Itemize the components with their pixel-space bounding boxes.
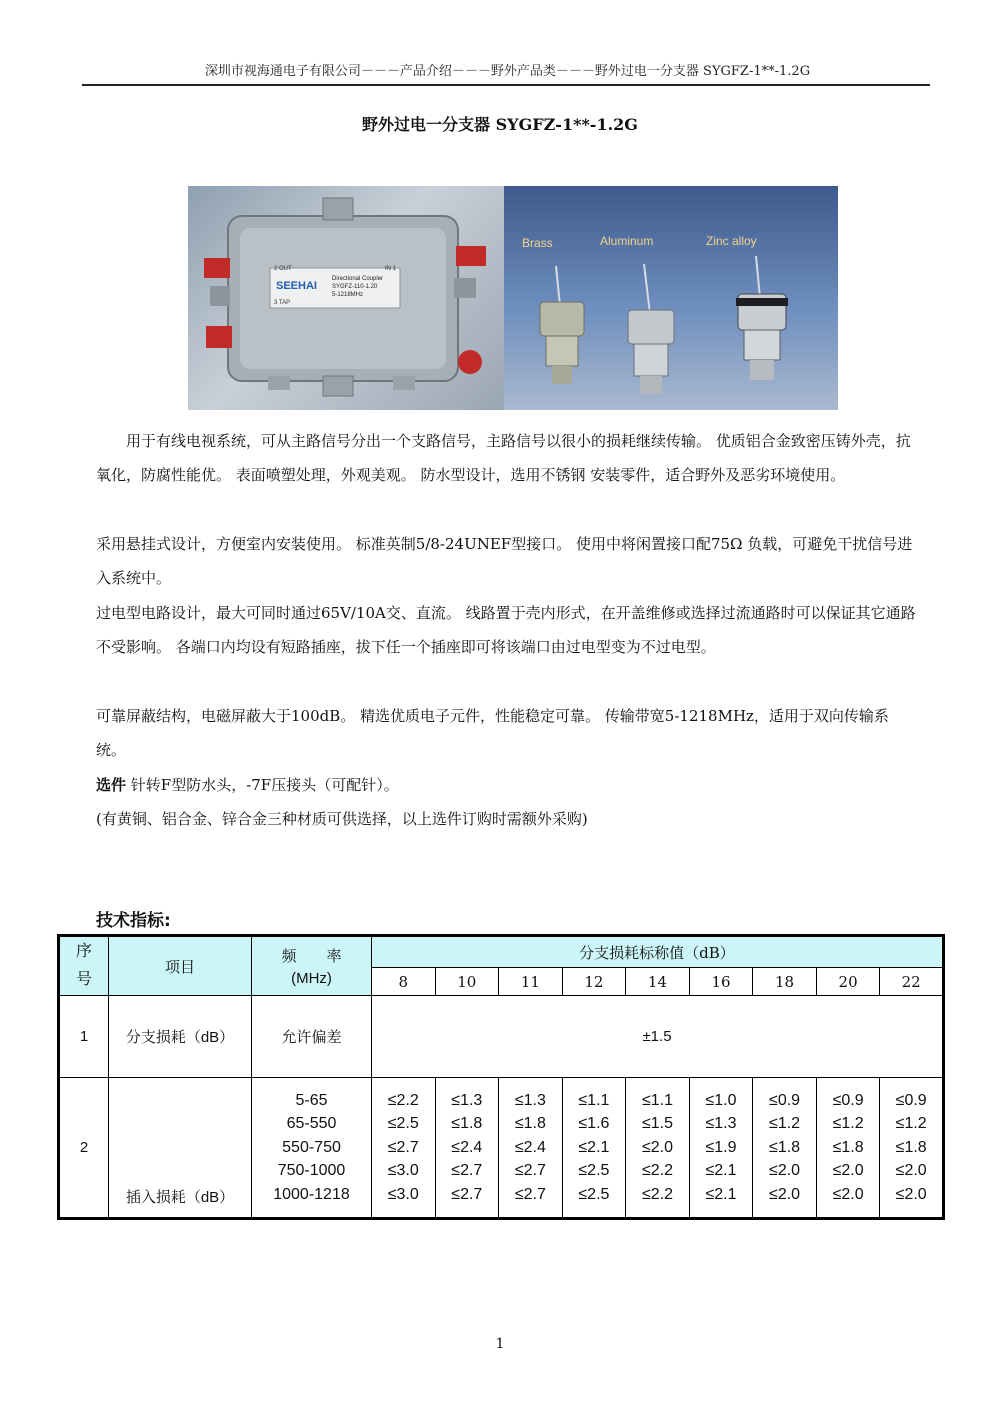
insertion-loss-col-16: ≤1.0 ≤1.3 ≤1.9 ≤2.1 ≤2.1 xyxy=(689,1078,753,1219)
header-value-20: 20 xyxy=(816,968,880,996)
insertion-loss-col-8: ≤2.2 ≤2.5 ≤2.7 ≤3.0 ≤3.0 xyxy=(372,1078,436,1219)
header-value-14: 14 xyxy=(626,968,690,996)
insertion-loss-col-14: ≤1.1 ≤1.5 ≤2.0 ≤2.2 ≤2.2 xyxy=(626,1078,690,1219)
connector-photo xyxy=(504,186,838,410)
header-value-16: 16 xyxy=(689,968,753,996)
header-value-18: 18 xyxy=(753,968,817,996)
insertion-loss-col-12: ≤1.1 ≤1.6 ≤2.1 ≤2.5 ≤2.5 xyxy=(562,1078,626,1219)
insertion-loss-col-20: ≤0.9 ≤1.2 ≤1.8 ≤2.0 ≤2.0 xyxy=(816,1078,880,1219)
device-port-tap: 3 TAP xyxy=(274,300,291,306)
spec-section-title: 技术指标: xyxy=(96,911,171,931)
options-text: 针转F型防水头，-7F压接头（可配针）。 xyxy=(126,776,399,794)
device-port-out: 2 OUT xyxy=(274,266,292,272)
device-brand: SEEHAI xyxy=(276,280,317,292)
header-item: 项目 xyxy=(109,936,252,996)
row1-item: 分支损耗（dB） xyxy=(109,996,252,1078)
header-value-11: 11 xyxy=(499,968,563,996)
description-paragraph-2: 采用悬挂式设计，方便室内安装使用。 标准英制5/8-24UNEF型接口。 使用中将闲置接口配75Ω 负载，可避免干扰信号进入系统中。 xyxy=(96,535,913,587)
row2-no: 2 xyxy=(59,1078,109,1219)
options-label: 选件 xyxy=(96,776,127,794)
options-line xyxy=(96,768,916,802)
page-number: 1 xyxy=(495,1336,505,1352)
header-frequency: 频 率 (MHz) xyxy=(252,936,372,996)
row2-frequencies: 5-65 65-550 550-750 750-1000 1000-1218 xyxy=(252,1078,372,1219)
row1-freq: 允许偏差 xyxy=(252,996,372,1078)
description-paragraph-4: 可靠屏蔽结构，电磁屏蔽大于100dB。 精选优质电子元件，性能稳定可靠。 传输带宽5-1218MHz，适用于双向传输系统。 xyxy=(96,707,889,759)
page-title: 野外过电一分支器 SYGFZ-1**-1.2G xyxy=(362,115,638,134)
row2-item: 插入损耗（dB） xyxy=(109,1078,252,1219)
device-port-in: IN 1 xyxy=(384,266,396,272)
header-value-10: 10 xyxy=(435,968,499,996)
material-label-zinc-alloy: Zinc alloy xyxy=(706,234,757,248)
header-value-12: 12 xyxy=(562,968,626,996)
material-label-brass: Brass xyxy=(522,236,553,250)
table-row xyxy=(59,996,944,1078)
device-label-line1: Directional Coupler xyxy=(332,276,384,282)
insertion-loss-col-18: ≤0.9 ≤1.2 ≤1.8 ≤2.0 ≤2.0 xyxy=(753,1078,817,1219)
description-paragraph-3: 过电型电路设计，最大可同时通过65V/10A交、直流。 线路置于壳内形式，在开盖维修或选择过流通路时可以保证其它通路不受影响。 各端口内均设有短路插座，拔下任一个插座即可将该端口由过电型变为不过电型。 xyxy=(96,604,916,656)
device-label-line2: SYGFZ-110-1.20 xyxy=(332,284,378,290)
table-header-row xyxy=(59,936,944,968)
material-label-aluminum: Aluminum xyxy=(600,234,654,248)
header-no: 序号 xyxy=(59,936,109,996)
description-paragraph-1: 用于有线电视系统，可从主路信号分出一个支路信号，主路信号以很小的损耗继续传输。 优质铝合金致密压铸外壳，抗氧化，防腐性能优。 表面喷塑处理，外观美观。 防水型设计，选用不锈钢 安装零件，适合野外及恶劣环境使用。 xyxy=(96,432,911,484)
device-label-line3: 5-1218MHz xyxy=(332,292,364,298)
insertion-loss-col-10: ≤1.3 ≤1.8 ≤2.4 ≤2.7 ≤2.7 xyxy=(435,1078,499,1219)
insertion-loss-col-11: ≤1.3 ≤1.8 ≤2.4 ≤2.7 ≤2.7 xyxy=(499,1078,563,1219)
row1-no: 1 xyxy=(59,996,109,1078)
header-value-22: 22 xyxy=(880,968,944,996)
table-row xyxy=(59,1078,944,1219)
material-note: (有黄铜、铝合金、锌合金三种材质可供选择，以上选件订购时需额外采购) xyxy=(96,810,588,828)
header-value-8: 8 xyxy=(372,968,436,996)
page-header: 深圳市视海通电子有限公司－－－产品介绍－－－野外产品类－－－野外过电一分支器 SYGFZ-1**-1.2G xyxy=(204,64,811,79)
header-group: 分支损耗标称值（dB） xyxy=(372,936,944,968)
row1-tolerance: ±1.5 xyxy=(372,996,944,1078)
device-label xyxy=(270,268,400,308)
header-divider xyxy=(82,84,930,86)
coupler-photo xyxy=(188,186,504,410)
product-photos xyxy=(188,186,838,410)
insertion-loss-col-22: ≤0.9 ≤1.2 ≤1.8 ≤2.0 ≤2.0 xyxy=(880,1078,944,1219)
spec-table xyxy=(57,934,945,1220)
